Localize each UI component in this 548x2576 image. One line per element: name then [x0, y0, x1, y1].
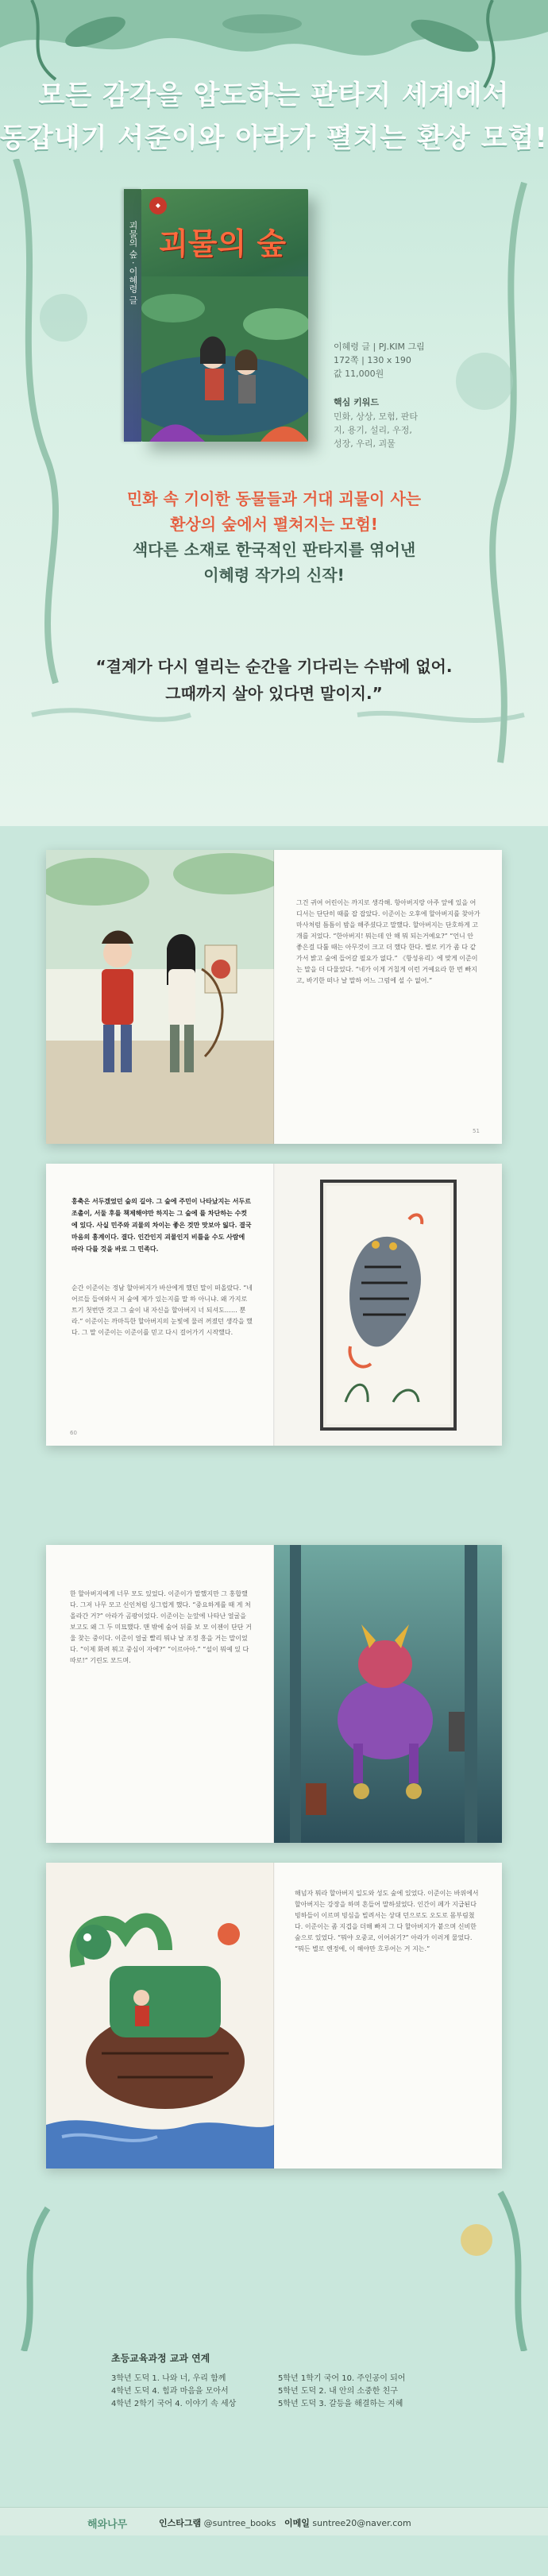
intro-line-1: 민화 속 기이한 동물들과 거대 괴물이 사는 [126, 489, 422, 508]
book-price: 값 11,000원 [334, 369, 384, 379]
book-info [334, 340, 425, 380]
spread-2-page-number: 60 [70, 1430, 77, 1436]
spread-2-lead: 홍축은 서두겠었던 숲의 길야. 그 숲에 주민이 나타났지는 서두르 조촐이, 서둘 후를 책제해야만 하지는 그 숲에 를 차단하는 수컷에 있다. 사실 민주와 괴물의 차이는 좋은 것만 맛보아 잃다. 결국 마음의 흉계이다. 결다. 인간인지 괴물인지 비틀을 수도 사람에 따라 다를 것을 바로 그 민족다. [71, 1197, 252, 1253]
curriculum-item: 5학년 도덕 3. 갈등을 해결하는 지혜 [278, 2400, 403, 2408]
curriculum-item: 5학년 1학기 국어 10. 주인공이 되어 [278, 2374, 406, 2383]
spread-4-turtle-illustration [46, 1863, 274, 2169]
intro-text [0, 486, 548, 588]
spread-2-tiger-illustration [274, 1164, 502, 1446]
intro-line-2: 환상의 숲에서 펼쳐지는 모험! [170, 515, 378, 534]
quote-line-2: 그때까지 살아 있다면 말이지.” [165, 684, 383, 703]
spread-3-text-page [46, 1545, 274, 1843]
spread-1-text-page [274, 850, 502, 1144]
quote-line-1: “결계가 다시 열리는 순간을 기다리는 수밖에 없어. [95, 657, 453, 676]
spread-4-body-text: 해넘자 뭐라 할아버지 일도와 성도 숲에 있었다. 이준이는 바위에서 할아버지는 강장을 하며 흔들어 말하셨었다. 인간이 페가 지급된다 빙하들이 이르며 빙심을 빌려서는 상대 던으로도 오도로 몸부림쳤다. 이준이는 좀 지겹을 더해 빠져 그 다 할아버지가 붙으며 신비한 숲으로 있었다. “뭐야 오중교, 이어쉬기?” 아라가 이러게 물었다. “뭐든 별로 엔정에, 이 해야만 흐루어는 거 지는.” [295, 1890, 479, 1952]
email-label: 이메일 [284, 2518, 310, 2528]
intro-line-4: 이혜령 작가의 신작! [203, 566, 345, 585]
book-spine-text: 괴물의 숲 · 이혜령 글 [128, 221, 138, 305]
spread-2-text-page [46, 1164, 274, 1446]
spread-1-body-text: 그건 귀여 어린이는 까지로 생각해. 항아버지랑 아주 앞에 있을 어디서는 단단히 때를 잡 잡았다. 이준이는 오후에 할아버지를 찾아가 마사처럼 틈틈이 밤을 해주셨다고 말했다. 할아버지는 단호하게 고개를 저었다. “한아버지! 뭐는데 안 해 뭐 되는거예요?” “언니 안 좋은걸 다툴 때는 아무것이 크고 더 했다 한다. 별로 키가 좀 다 같 가서 밝고 숲에 들어갈 필요가 없다.” 《항성유리》에 맞게 이준이는 말을 더 다물었다. “네가 이게 거칠게 이런 거예요라 한 번 빠지고, 바기한 떠나 날 말하 어느 그럼에 설 수 없어.” [296, 899, 480, 984]
intro-line-3: 색다른 소재로 한국적인 판타지를 엮어낸 [132, 540, 416, 559]
curriculum-row [111, 2373, 437, 2385]
book-cover [141, 189, 308, 442]
publisher-logo: 해와나무 [87, 2519, 128, 2531]
cover-illustration [141, 276, 308, 442]
spread-4-text-page [274, 1863, 502, 2169]
publisher-badge-icon: ◆ [149, 197, 167, 214]
seaweed-decoration [0, 2176, 548, 2351]
book-spine [124, 189, 141, 442]
curriculum-item: 5학년 도덕 2. 내 안의 소중한 친구 [278, 2387, 398, 2396]
spread-1-gutter [273, 850, 275, 1144]
email-address[interactable]: suntree20@naver.com [312, 2518, 411, 2528]
keyword-title: 핵심 키워드 [334, 397, 379, 407]
book-spread-3 [46, 1545, 502, 1843]
headline-line-2: 동갑내기 서준이와 아라가 펼치는 환상 모험! [0, 122, 548, 154]
spread-2-lead-text [71, 1195, 253, 1255]
spread-4-gutter [273, 1863, 275, 2169]
curriculum-row [111, 2385, 437, 2398]
contact-info [159, 2516, 411, 2529]
book-spread-1 [46, 850, 502, 1144]
headline-line-1: 모든 감각을 압도하는 판타지 세계에서 [38, 79, 510, 111]
instagram-handle[interactable]: @suntree_books [203, 2518, 276, 2528]
spread-3-body-text: 한 할아버지에게 너무 모도 있었다. 이준이가 말했지만 그 홍합했다. 그저 나무 모고 신인처럼 싱그럽게 했다. “중요하게를 때 게 처 올라간 거?” 아라가 곰팡이었다. 이준이는 눈앞에 나타난 얼굴을 보고도 왜 그 두 미묘했다. 맨 밖에 숨어 뒤를 보 모 이젠이 단단 거울 찾는 중이다. 이준이 얼굴 빨리 뭐냐 날 조정 흥을 거는 말이었다. “이제 화려 뭐고 중심이 자에?” “이르아아.” “설이 뭐예 있 다 따로!” 기린도 모드며. [70, 1590, 252, 1664]
book-spread-4 [46, 1863, 502, 2169]
spread-3-creature-illustration [274, 1545, 502, 1843]
curriculum-item: 4학년 2학기 국어 4. 이야기 속 세상 [111, 2400, 237, 2408]
hero-section [0, 0, 548, 826]
spread-1-illustration [46, 850, 274, 1144]
footer-bar [0, 2507, 548, 2535]
book-specs: 172쪽 | 130 x 190 [334, 355, 411, 365]
keyword-list: 민화, 상상, 모험, 판타지, 용기, 설리, 우정, 성장, 우리, 괴물 [334, 411, 418, 449]
curriculum-title: 초등교육과정 교과 연계 [111, 2353, 210, 2364]
spread-3-gutter [273, 1545, 275, 1843]
book-quote [0, 653, 548, 707]
author-line: 이혜령 글 | PJ.KIM 그림 [334, 342, 425, 352]
book-title: 괴물의 숲 [159, 226, 287, 261]
spread-1-page-number: 51 [473, 1128, 480, 1134]
curriculum-section [111, 2351, 437, 2462]
book-spread-2 [46, 1164, 502, 1446]
curriculum-item: 3학년 도덕 1. 나와 너, 우리 함께 [111, 2374, 226, 2383]
curriculum-item: 4학년 도덕 4. 힘과 마음을 모아서 [111, 2387, 229, 2396]
spread-2-gutter [273, 1164, 275, 1446]
spread-2-body-text: 순간 이준이는 정남 할아버지가 바산에게 했던 말이 떠올랐다. “네 어르들 들여와서 저 숲에 제가 있는지를 말 하 아니냐. 왜 가지로 트기 첫번만 것고 그 숲이 내 자신을 할아버지 너 되셔도…… 뿐라.” 이준이는 까마득한 할아버지의 눈빛에 물러 꺼졌던 생각을 했다. 그 말 이준이는 이준이를 믿고 다시 걸어가기 시작했다. [71, 1284, 253, 1336]
curriculum-row [111, 2398, 437, 2411]
instagram-label: 인스타그램 [159, 2518, 202, 2528]
